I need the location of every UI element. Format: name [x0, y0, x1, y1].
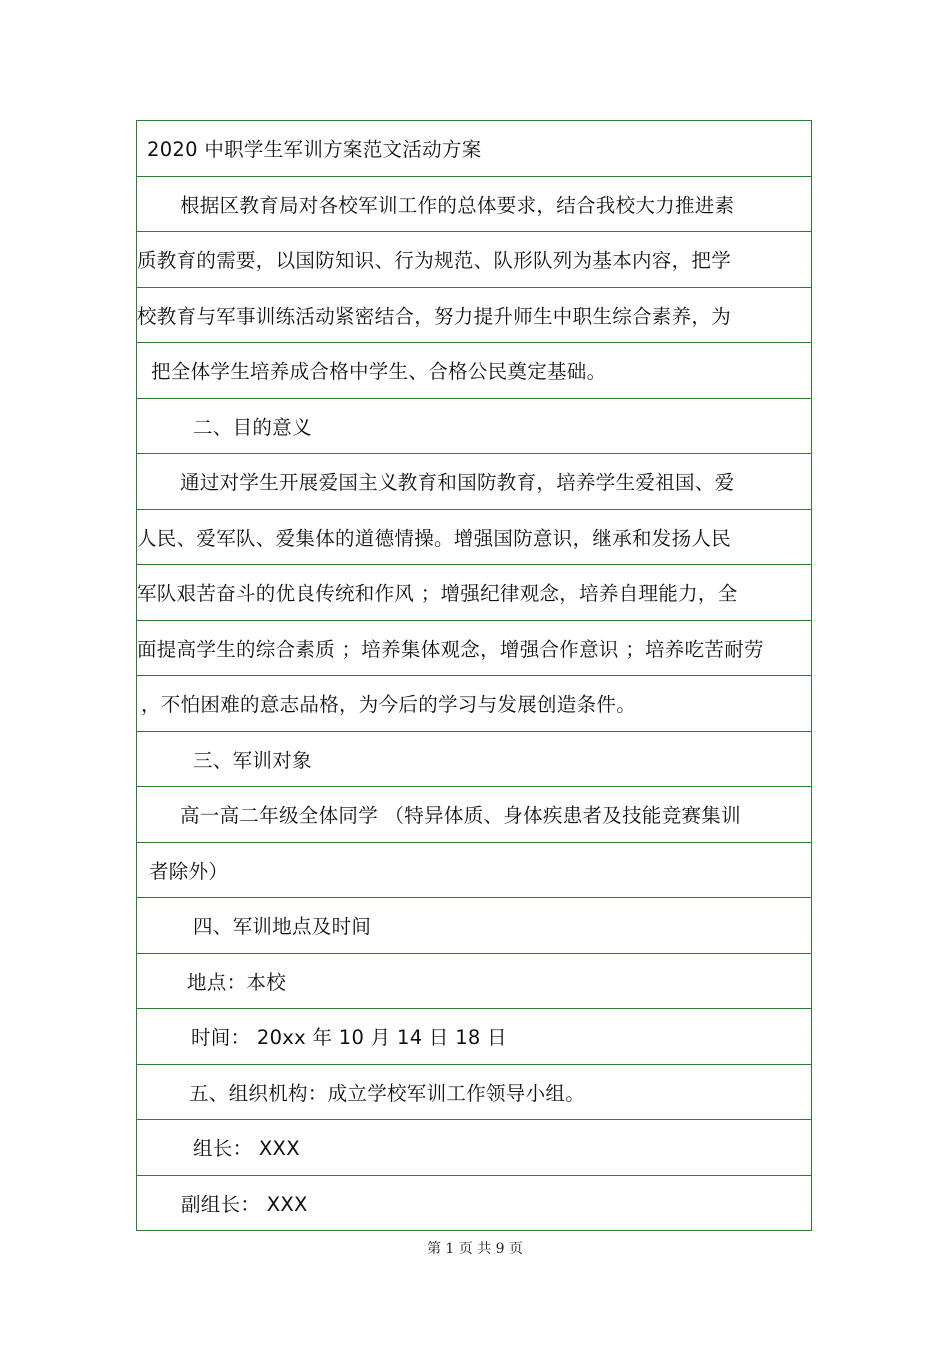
text-row: [137, 676, 811, 732]
heading-row: [137, 1065, 811, 1121]
text-row: [137, 954, 811, 1010]
paragraph-line: ，不怕困难的意志品格，为今后的学习与发展创造条件。: [141, 693, 637, 717]
document-table: [136, 120, 812, 1231]
section-heading: 五、组织机构：成立学校军训工作领导小组。: [189, 1081, 586, 1105]
paragraph-line: 质教育的需要，以国防知识、行为规范、队形队列为基本内容，把学: [137, 249, 732, 273]
document-title: 2020 中职学生军训方案范文活动方案: [147, 138, 482, 162]
text-row: [137, 232, 811, 288]
paragraph-line: 人民、爱军队、爱集体的道德情操。增强国防意识，继承和发扬人民: [137, 526, 732, 550]
heading-row: [137, 399, 811, 455]
paragraph-line: 把全体学生培养成合格中学生、合格公民奠定基础。: [151, 360, 607, 384]
paragraph-line: 根据区教育局对各校军训工作的总体要求，结合我校大力推进素: [180, 193, 735, 217]
location-line: 地点：本校: [187, 970, 287, 994]
heading-row: [137, 898, 811, 954]
text-row: [137, 621, 811, 677]
paragraph-line: 高一高二年级全体同学 （特异体质、身体疾患者及技能竞赛集训: [180, 804, 741, 828]
section-heading: 三、军训对象: [193, 748, 312, 772]
text-row: [137, 288, 811, 344]
section-heading: 四、军训地点及时间: [193, 915, 372, 939]
text-row: [137, 510, 811, 566]
paragraph-line: 校教育与军事训练活动紧密结合，努力提升师生中职生综合素养，为: [137, 304, 732, 328]
section-heading: 二、目的意义: [193, 415, 312, 439]
text-row: [137, 565, 811, 621]
paragraph-line: 通过对学生开展爱国主义教育和国防教育，培养学生爱祖国、爱: [180, 471, 735, 495]
text-row: [137, 1009, 811, 1065]
leader-line: 组长： XXX: [193, 1137, 300, 1161]
paragraph-line: 军队艰苦奋斗的优良传统和作风 ；增强纪律观念，培养自理能力，全: [137, 582, 738, 606]
text-row: [137, 454, 811, 510]
paragraph-line: 面提高学生的综合素质 ；培养集体观念，增强合作意识 ；培养吃苦耐劳: [137, 637, 764, 661]
text-row: [137, 843, 811, 899]
text-row: [137, 177, 811, 233]
title-row: [137, 121, 811, 177]
paragraph-line: 者除外）: [149, 859, 229, 883]
deputy-leader-line: 副组长： XXX: [181, 1192, 308, 1216]
time-line: 时间： 20xx 年 10 月 14 日 18 日: [191, 1026, 507, 1050]
heading-row: [137, 732, 811, 788]
text-row: [137, 1120, 811, 1176]
text-row: [137, 787, 811, 843]
page-number-footer: 第 1 页 共 9 页: [426, 1241, 524, 1257]
text-row: [137, 1176, 811, 1232]
text-row: [137, 343, 811, 399]
